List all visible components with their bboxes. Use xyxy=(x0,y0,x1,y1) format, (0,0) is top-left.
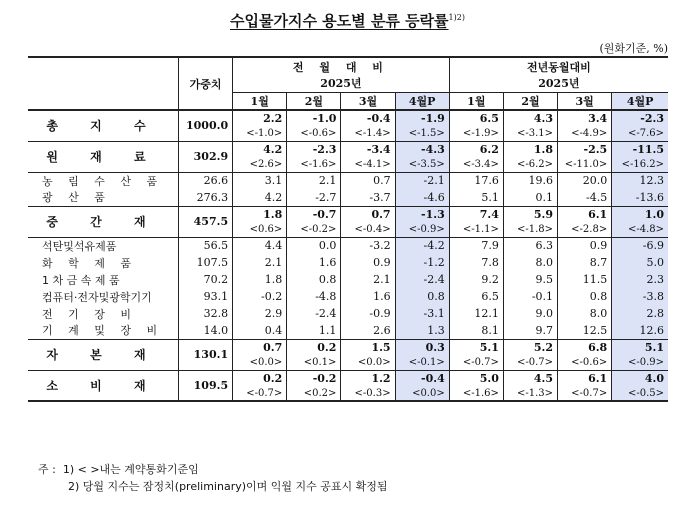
mom-value-cell: 1.6 xyxy=(287,254,341,271)
mom-value-cell: -0.7 xyxy=(287,206,341,222)
yoy-value-cell: 12.1 xyxy=(449,305,503,322)
category-row xyxy=(28,110,668,126)
mom-value-cell: 1.6 xyxy=(341,288,395,305)
mom-value-cell: 0.7 xyxy=(341,172,395,189)
mom-value-cell: -2.1 xyxy=(395,172,449,189)
note-1: 1) < >내는 계약통화기준임 xyxy=(62,463,199,476)
mom-sub-cell: <0.0> xyxy=(395,386,449,401)
yoy-value-cell: 6.1 xyxy=(558,206,612,222)
yoy-sub-cell: <-7.6> xyxy=(612,126,668,141)
yoy-value-cell: 9.0 xyxy=(503,305,557,322)
weight-cell: 457.5 xyxy=(178,206,232,237)
header-year-mom: 2025년 xyxy=(233,75,450,92)
yoy-sub-cell: <-11.0> xyxy=(558,157,612,172)
footnotes xyxy=(38,461,388,495)
mom-sub-cell: <-0.3> xyxy=(341,386,395,401)
mom-sub-cell: <-0.4> xyxy=(341,222,395,237)
yoy-sub-cell: <-1.3> xyxy=(503,386,557,401)
weight-cell: 107.5 xyxy=(178,254,232,271)
yoy-sub-cell: <-16.2> xyxy=(612,157,668,172)
mom-value-cell: -4.3 xyxy=(395,141,449,157)
mom-sub-cell: <2.6> xyxy=(233,157,287,172)
category-row xyxy=(28,141,668,157)
header-year-yoy: 2025년 xyxy=(449,75,668,92)
yoy-value-cell: 4.3 xyxy=(503,110,557,126)
weight-cell: 56.5 xyxy=(178,237,232,254)
mom-value-cell: -0.9 xyxy=(341,305,395,322)
mom-value-cell: -0.4 xyxy=(341,110,395,126)
mom-sub-cell: <-1.5> xyxy=(395,126,449,141)
mom-value-cell: -0.2 xyxy=(233,288,287,305)
mom-value-cell: -1.3 xyxy=(395,206,449,222)
mom-sub-cell: <-1.4> xyxy=(341,126,395,141)
mom-value-cell: 1.1 xyxy=(287,322,341,339)
yoy-value-cell: -11.5 xyxy=(612,141,668,157)
mom-value-cell: -3.1 xyxy=(395,305,449,322)
sub-category-row xyxy=(28,305,668,322)
weight-cell: 130.1 xyxy=(178,339,232,370)
mom-value-cell: -0.4 xyxy=(395,370,449,386)
weight-cell: 1000.0 xyxy=(178,110,232,141)
yoy-sub-cell: <-0.5> xyxy=(612,386,668,401)
yoy-sub-cell: <-3.1> xyxy=(503,126,557,141)
mom-value-cell: 4.4 xyxy=(233,237,287,254)
yoy-value-cell: 2.8 xyxy=(612,305,668,322)
header-weight: 가중치 xyxy=(178,57,232,110)
yoy-value-cell: 17.6 xyxy=(449,172,503,189)
yoy-value-cell: 8.7 xyxy=(558,254,612,271)
row-label: 컴퓨터·전자및광학기기 xyxy=(42,290,152,304)
title-footnote-mark: 1)2) xyxy=(448,13,465,22)
mom-value-cell: -4.6 xyxy=(395,189,449,206)
yoy-sub-cell: <-3.4> xyxy=(449,157,503,172)
mom-value-cell: -4.8 xyxy=(287,288,341,305)
yoy-value-cell: -2.5 xyxy=(558,141,612,157)
mom-value-cell: 1.2 xyxy=(341,370,395,386)
yoy-value-cell: 19.6 xyxy=(503,172,557,189)
yoy-value-cell: 6.3 xyxy=(503,237,557,254)
yoy-value-cell: -4.5 xyxy=(558,189,612,206)
weight-cell: 26.6 xyxy=(178,172,232,189)
mom-value-cell: 1.8 xyxy=(233,271,287,288)
row-label: 1 차 금 속 제 품 xyxy=(42,273,120,287)
sub-category-row xyxy=(28,172,668,189)
yoy-sub-cell: <-4.8> xyxy=(612,222,668,237)
yoy-value-cell: 1.8 xyxy=(503,141,557,157)
month-header: 2월 xyxy=(503,92,557,110)
yoy-value-cell: 5.0 xyxy=(612,254,668,271)
yoy-value-cell: 0.1 xyxy=(503,189,557,206)
mom-sub-cell: <-1.0> xyxy=(233,126,287,141)
row-label: 광 산 품 xyxy=(42,191,111,205)
header-blank xyxy=(28,57,178,110)
page-title xyxy=(0,10,695,31)
mom-sub-cell: <0.6> xyxy=(233,222,287,237)
mom-value-cell: 3.1 xyxy=(233,172,287,189)
yoy-sub-cell: <-0.7> xyxy=(449,355,503,370)
yoy-value-cell: 20.0 xyxy=(558,172,612,189)
mom-value-cell: 2.1 xyxy=(341,271,395,288)
yoy-value-cell: 6.2 xyxy=(449,141,503,157)
yoy-sub-cell: <-0.9> xyxy=(612,355,668,370)
category-row xyxy=(28,339,668,355)
month-header: 3월 xyxy=(558,92,612,110)
sub-category-row xyxy=(28,322,668,339)
yoy-value-cell: 9.2 xyxy=(449,271,503,288)
mom-value-cell: 2.9 xyxy=(233,305,287,322)
yoy-sub-cell: <-1.6> xyxy=(449,386,503,401)
mom-value-cell: 0.8 xyxy=(287,271,341,288)
yoy-sub-cell: <-0.7> xyxy=(558,386,612,401)
weight-cell: 32.8 xyxy=(178,305,232,322)
weight-cell: 109.5 xyxy=(178,370,232,401)
mom-value-cell: 1.5 xyxy=(341,339,395,355)
yoy-value-cell: -2.3 xyxy=(612,110,668,126)
mom-value-cell: 2.1 xyxy=(233,254,287,271)
yoy-value-cell: 12.5 xyxy=(558,322,612,339)
yoy-value-cell: 5.0 xyxy=(449,370,503,386)
mom-value-cell: -1.0 xyxy=(287,110,341,126)
row-label: 중 간 재 xyxy=(28,206,178,237)
yoy-value-cell: 5.1 xyxy=(449,189,503,206)
mom-value-cell: 2.1 xyxy=(287,172,341,189)
sub-category-row xyxy=(28,237,668,254)
mom-value-cell: -3.2 xyxy=(341,237,395,254)
weight-cell: 276.3 xyxy=(178,189,232,206)
yoy-value-cell: -3.8 xyxy=(612,288,668,305)
mom-sub-cell: <-4.1> xyxy=(341,157,395,172)
mom-value-cell: 0.2 xyxy=(233,370,287,386)
yoy-value-cell: 5.9 xyxy=(503,206,557,222)
yoy-value-cell: -0.1 xyxy=(503,288,557,305)
yoy-sub-cell: <-2.8> xyxy=(558,222,612,237)
row-label: 화 학 제 품 xyxy=(42,256,137,270)
mom-value-cell: 0.3 xyxy=(395,339,449,355)
yoy-sub-cell: <-6.2> xyxy=(503,157,557,172)
yoy-value-cell: -13.6 xyxy=(612,189,668,206)
weight-cell: 93.1 xyxy=(178,288,232,305)
weight-cell: 302.9 xyxy=(178,141,232,172)
yoy-value-cell: 0.9 xyxy=(558,237,612,254)
mom-value-cell: 0.7 xyxy=(341,206,395,222)
mom-value-cell: 0.7 xyxy=(233,339,287,355)
row-label: 원 재 료 xyxy=(28,141,178,172)
yoy-value-cell: 1.0 xyxy=(612,206,668,222)
yoy-value-cell: 6.8 xyxy=(558,339,612,355)
mom-sub-cell: <-0.7> xyxy=(233,386,287,401)
import-price-table xyxy=(28,56,668,402)
mom-sub-cell: <-0.1> xyxy=(395,355,449,370)
yoy-value-cell: 8.0 xyxy=(503,254,557,271)
mom-value-cell: -2.4 xyxy=(287,305,341,322)
mom-sub-cell: <-0.2> xyxy=(287,222,341,237)
row-label: 전 기 장 비 xyxy=(42,307,137,321)
yoy-sub-cell: <-0.6> xyxy=(558,355,612,370)
yoy-value-cell: 12.3 xyxy=(612,172,668,189)
yoy-value-cell: 8.0 xyxy=(558,305,612,322)
mom-value-cell: 4.2 xyxy=(233,141,287,157)
mom-value-cell: 2.6 xyxy=(341,322,395,339)
row-label: 자 본 재 xyxy=(28,339,178,370)
yoy-value-cell: 4.0 xyxy=(612,370,668,386)
mom-value-cell: 2.2 xyxy=(233,110,287,126)
yoy-value-cell: 12.6 xyxy=(612,322,668,339)
sub-category-row xyxy=(28,271,668,288)
month-header: 1월 xyxy=(449,92,503,110)
mom-value-cell: 0.4 xyxy=(233,322,287,339)
row-label: 석탄및석유제품 xyxy=(28,237,178,254)
yoy-value-cell: 6.1 xyxy=(558,370,612,386)
yoy-sub-cell: <-4.9> xyxy=(558,126,612,141)
month-header: 1월 xyxy=(233,92,287,110)
mom-value-cell: 0.8 xyxy=(395,288,449,305)
yoy-value-cell: 4.5 xyxy=(503,370,557,386)
mom-value-cell: 1.3 xyxy=(395,322,449,339)
yoy-value-cell: 2.3 xyxy=(612,271,668,288)
mom-value-cell: -2.7 xyxy=(287,189,341,206)
yoy-value-cell: 5.2 xyxy=(503,339,557,355)
mom-sub-cell: <0.1> xyxy=(287,355,341,370)
note-prefix: 주 : xyxy=(38,463,56,476)
yoy-value-cell: 11.5 xyxy=(558,271,612,288)
yoy-value-cell: 5.1 xyxy=(449,339,503,355)
unit-label: (원화기준, %) xyxy=(599,42,668,55)
row-label: 소 비 재 xyxy=(28,370,178,401)
weight-cell: 70.2 xyxy=(178,271,232,288)
yoy-value-cell: 5.1 xyxy=(612,339,668,355)
mom-sub-cell: <-1.6> xyxy=(287,157,341,172)
mom-sub-cell: <-0.6> xyxy=(287,126,341,141)
mom-value-cell: -0.2 xyxy=(287,370,341,386)
mom-value-cell: -4.2 xyxy=(395,237,449,254)
sub-category-row xyxy=(28,189,668,206)
yoy-value-cell: 7.4 xyxy=(449,206,503,222)
yoy-value-cell: 7.9 xyxy=(449,237,503,254)
yoy-sub-cell: <-1.1> xyxy=(449,222,503,237)
mom-value-cell: -3.4 xyxy=(341,141,395,157)
mom-sub-cell: <0.2> xyxy=(287,386,341,401)
sub-category-row xyxy=(28,254,668,271)
mom-value-cell: -1.2 xyxy=(395,254,449,271)
yoy-value-cell: 7.8 xyxy=(449,254,503,271)
yoy-sub-cell: <-1.9> xyxy=(449,126,503,141)
yoy-value-cell: -6.9 xyxy=(612,237,668,254)
weight-cell: 14.0 xyxy=(178,322,232,339)
yoy-sub-cell: <-0.7> xyxy=(503,355,557,370)
header-yoy: 전년동월대비 xyxy=(449,57,668,75)
mom-value-cell: 0.0 xyxy=(287,237,341,254)
yoy-value-cell: 0.8 xyxy=(558,288,612,305)
month-header: 3월 xyxy=(341,92,395,110)
yoy-value-cell: 6.5 xyxy=(449,110,503,126)
yoy-value-cell: 9.7 xyxy=(503,322,557,339)
yoy-sub-cell: <-1.8> xyxy=(503,222,557,237)
month-header: 4월P xyxy=(612,92,668,110)
mom-sub-cell: <0.0> xyxy=(233,355,287,370)
yoy-value-cell: 6.5 xyxy=(449,288,503,305)
title-text: 수입물가지수 용도별 분류 등락률 xyxy=(230,12,449,30)
note-2: 2) 당월 지수는 잠정치(preliminary)이며 익월 지수 공표시 확정됨 xyxy=(68,480,388,493)
header-mom: 전 월 대 비 xyxy=(233,57,450,75)
yoy-value-cell: 8.1 xyxy=(449,322,503,339)
row-label: 농 림 수 산 품 xyxy=(28,172,178,189)
mom-value-cell: 0.2 xyxy=(287,339,341,355)
mom-value-cell: -3.7 xyxy=(341,189,395,206)
mom-value-cell: -2.3 xyxy=(287,141,341,157)
mom-sub-cell: <-0.9> xyxy=(395,222,449,237)
mom-sub-cell: <0.0> xyxy=(341,355,395,370)
mom-value-cell: 0.9 xyxy=(341,254,395,271)
yoy-value-cell: 3.4 xyxy=(558,110,612,126)
row-label: 총 지 수 xyxy=(28,110,178,141)
mom-value-cell: 1.8 xyxy=(233,206,287,222)
mom-value-cell: 4.2 xyxy=(233,189,287,206)
mom-value-cell: -1.9 xyxy=(395,110,449,126)
sub-category-row xyxy=(28,288,668,305)
month-header: 4월P xyxy=(395,92,449,110)
month-header: 2월 xyxy=(287,92,341,110)
row-label: 기 계 및 장 비 xyxy=(42,324,164,338)
mom-sub-cell: <-3.5> xyxy=(395,157,449,172)
category-row xyxy=(28,206,668,222)
mom-value-cell: -2.4 xyxy=(395,271,449,288)
yoy-value-cell: 9.5 xyxy=(503,271,557,288)
category-row xyxy=(28,370,668,386)
